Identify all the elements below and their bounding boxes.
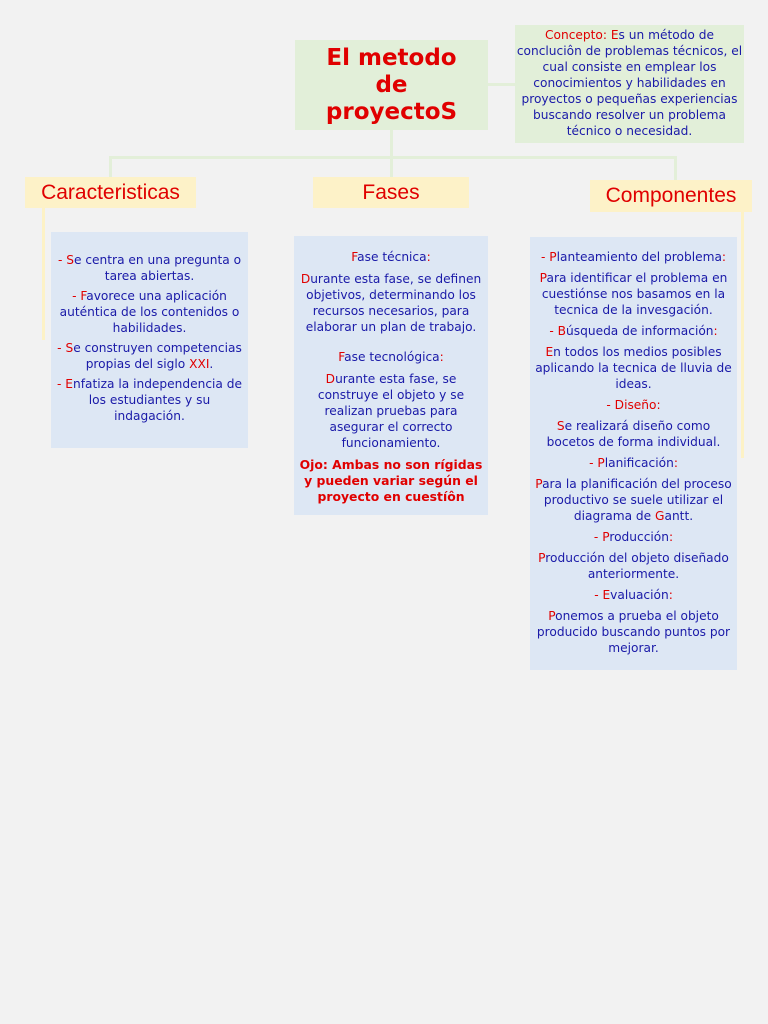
highlight-text: XXI — [189, 357, 210, 371]
item-text: e centra en una pregunta o tarea abiertas. — [73, 253, 242, 283]
fase-tecnologica-text — [298, 371, 484, 451]
caracteristicas-panel — [51, 232, 248, 448]
component-text — [533, 418, 734, 450]
list-item — [55, 340, 244, 372]
body-text: urante esta fase, se definen objetivos, determinando los recursos necesarios, para elaborar un plan de trabajo. — [305, 272, 482, 334]
fases-panel — [294, 236, 488, 515]
connector-car-down — [109, 156, 112, 177]
first-letter: P — [538, 551, 546, 565]
body-text: ara identificar el problema en cuestiónse nos basamos en la tecnica de la invesgación. — [541, 271, 728, 317]
fase-tecnologica-label — [298, 349, 484, 365]
first-letter: D — [325, 372, 336, 386]
component-label — [533, 249, 734, 265]
concept-label: Concepto: — [545, 28, 607, 42]
dash: - — [56, 377, 66, 391]
title-box — [295, 40, 488, 130]
fase-tecnica-label — [298, 249, 484, 265]
connector-com-down — [674, 156, 677, 180]
first-letter: S — [65, 341, 74, 355]
label-text: úsqueda de información — [566, 324, 714, 338]
dash: - — [606, 398, 615, 412]
body-text: roducción del objeto diseñado anteriormente. — [545, 551, 729, 581]
first-letter: B — [557, 324, 567, 338]
dash: - — [57, 253, 67, 267]
fase-tecnica-text — [298, 271, 484, 335]
item-tail: antt. — [664, 509, 694, 523]
colon: : — [721, 250, 727, 264]
colon: : — [656, 398, 661, 412]
colon: : — [426, 250, 431, 264]
component-text — [533, 476, 734, 524]
first-letter: S — [556, 419, 565, 433]
colon: : — [439, 350, 444, 364]
connector-fas-down — [390, 156, 393, 177]
dash: - — [589, 456, 598, 470]
label-text: ase técnica — [357, 250, 427, 264]
label-text: iseño — [624, 398, 657, 412]
first-letter: F — [338, 350, 345, 364]
first-letter: P — [548, 609, 556, 623]
dash: - — [540, 250, 550, 264]
body-text: ara la planificación del proceso productivo se suele utilizar el diagrama de — [542, 477, 732, 523]
heading-caracteristicas: Caracteristicas — [25, 177, 196, 208]
first-letter: P — [539, 271, 547, 285]
label-text: lanteamiento del problema — [556, 250, 722, 264]
first-letter: D — [614, 398, 625, 412]
connector-car-side — [42, 208, 45, 340]
connector-com-side — [741, 212, 744, 458]
heading-componentes: Componentes — [590, 180, 752, 212]
first-letter: F — [80, 289, 87, 303]
dash: - — [594, 588, 603, 602]
first-letter: F — [351, 250, 358, 264]
item-text: e construyen competencias propias del siglo — [73, 341, 242, 371]
item-text: nfatiza la independencia de los estudiantes y su indagación. — [72, 377, 243, 423]
body-text: onemos a prueba el objeto producido buscando puntos por mejorar. — [536, 609, 731, 655]
colon: : — [713, 324, 718, 338]
highlight-text: G — [655, 509, 665, 523]
component-text — [533, 608, 734, 656]
concept-text: s un método de concluciôn de problemas técnicos, el cual consiste en emplear los conocimientos y habilidades en proyectos o pequeñas experiencias buscando resolver un problema técnico o necesidad. — [516, 28, 743, 138]
first-letter: E — [602, 588, 611, 602]
heading-fases: Fases — [313, 177, 469, 208]
first-letter: P — [597, 456, 605, 470]
component-text — [533, 344, 734, 392]
component-label — [533, 455, 734, 471]
dash: - — [72, 289, 81, 303]
item-tail: . — [209, 357, 214, 371]
first-letter: P — [602, 530, 610, 544]
label-text: roducción — [609, 530, 669, 544]
concept-box — [515, 25, 744, 143]
first-letter: D — [300, 272, 311, 286]
item-text: avorece una aplicación auténtica de los contenidos o habilidades. — [59, 289, 240, 335]
dash: - — [549, 324, 558, 338]
component-label — [533, 587, 734, 603]
colon: : — [668, 588, 673, 602]
first-letter: S — [66, 253, 74, 267]
list-item — [55, 376, 244, 424]
colon: : — [668, 530, 674, 544]
body-text: urante esta fase, se construye el objeto y se realizan pruebas para asegurar el correcto funcionamiento. — [317, 372, 465, 450]
component-text — [533, 270, 734, 318]
concept-first-letter: E — [610, 28, 619, 42]
label-text: lanificación — [604, 456, 674, 470]
componentes-panel — [530, 237, 737, 670]
body-text: n todos los medios posibles aplicando la tecnica de lluvia de ideas. — [535, 345, 732, 391]
first-letter: P — [549, 250, 557, 264]
component-text — [533, 550, 734, 582]
list-item — [55, 252, 244, 284]
list-item — [55, 288, 244, 336]
connector-title-down — [390, 130, 393, 158]
dash: - — [593, 530, 603, 544]
component-label — [533, 529, 734, 545]
component-label — [533, 397, 734, 413]
first-letter: E — [545, 345, 554, 359]
connector-horizontal — [109, 156, 677, 159]
label-text: ase tecnológica — [344, 350, 440, 364]
first-letter: E — [65, 377, 73, 391]
colon: : — [673, 456, 678, 470]
fases-warning: Ojo: Ambas no son rígidas y pueden variar según el proyecto en cuestíôn — [299, 457, 483, 504]
connector-title-concept — [488, 83, 515, 86]
component-label — [533, 323, 734, 339]
body-text: e realizará diseño como bocetos de forma individual. — [546, 419, 721, 449]
label-text: valuación — [610, 588, 669, 602]
page-title: El metodo de proyectoS — [325, 44, 458, 125]
dash: - — [57, 341, 66, 355]
first-letter: P — [535, 477, 543, 491]
